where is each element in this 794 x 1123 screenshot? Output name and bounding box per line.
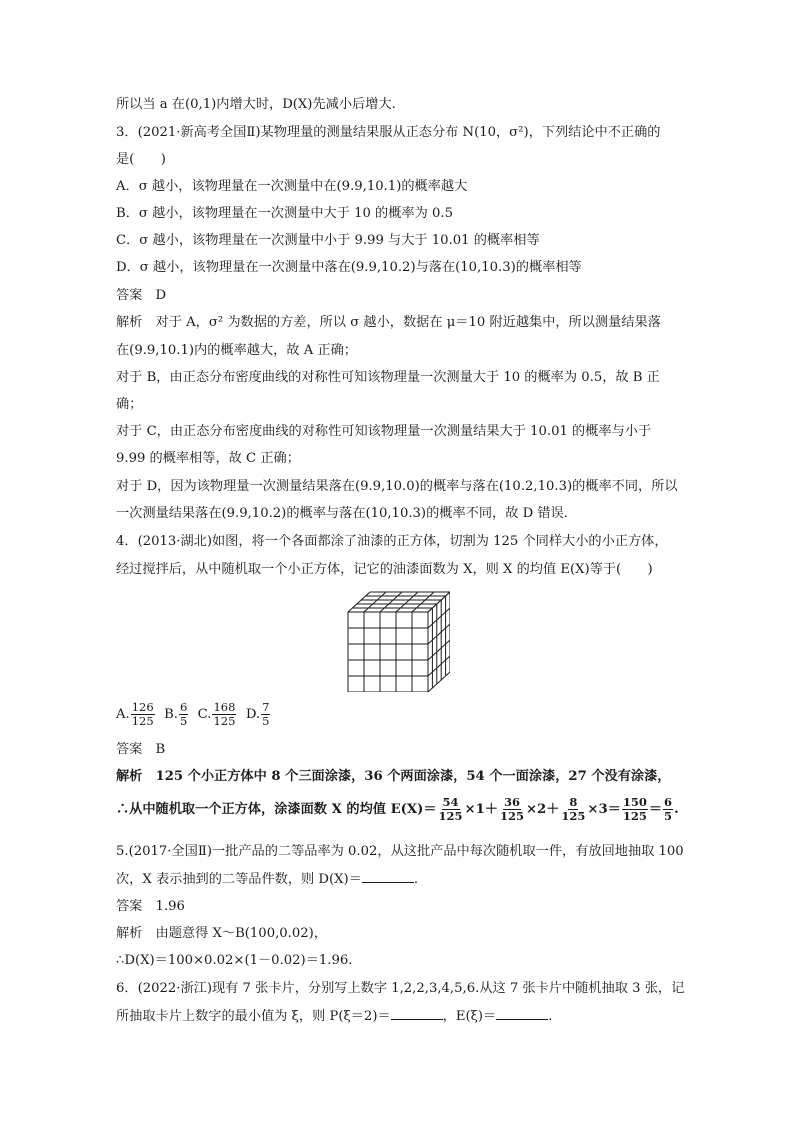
q3-option-b: B．σ 越小，该物理量在一次测量中大于 10 的概率为 0.5 — [116, 206, 453, 221]
q3-explanation-7: 对于 D，因为该物理量一次测量结果落在(9.9,10.0)的概率与落在(10.2,10.3)的概率不同，所以 — [116, 479, 678, 494]
q4-explanation-1: 解析 125 个小正方体中 8 个三面涂漆，36 个两面涂漆，54 个一面涂漆，27 个没有涂漆， — [116, 769, 671, 784]
q5-answer-blank[interactable] — [362, 870, 414, 883]
q5-answer: 答案 1.96 — [116, 899, 185, 914]
q5-stem-2: 次，X 表示抽到的二等品件数，则 D(X)＝ . — [116, 872, 419, 887]
cube-grid-line — [428, 672, 450, 692]
q3-explanation-3: 对于 B，由正态分布密度曲线的对称性可知该物理量一次测量大于 10 的概率为 0.5，故 B 正 — [116, 370, 660, 385]
q4-option-d-label: D. — [245, 707, 261, 722]
q3-stem-1: 3．(2021·新高考全国Ⅱ)某物理量的测量结果服从正态分布 N(10，σ²)，下列结论中不正确的 — [116, 125, 661, 140]
q4-answer: 答案 B — [116, 742, 166, 757]
q3-stem-2: 是( ) — [116, 152, 166, 167]
q3-option-a: A．σ 越小，该物理量在一次测量中在(9.9,10.1)的概率越大 — [116, 179, 468, 194]
q6-stem-1: 6．(2022·浙江)现有 7 张卡片，分别写上数字 1,2,2,3,4,5,6.从这 7 张卡片中随机抽取 3 张，记 — [116, 981, 685, 996]
q4-option-c-value: $\frac{168}{125}$ — [213, 700, 236, 728]
q4-stem-1: 4．(2013·湖北)如图，将一个各面都涂了油漆的正方体，切割为 125 个同样大小的小正方体， — [116, 534, 668, 549]
q6-blank-expectation[interactable] — [496, 1007, 548, 1020]
q6-blank-probability[interactable] — [391, 1007, 443, 1020]
q3-explanation-8: 一次测量结果落在(9.9,10.2)的概率与落在(10,10.3)的概率不同，故 D 错误. — [116, 506, 568, 521]
cube-grid-line — [428, 624, 450, 644]
q6-stem-2: 所抽取卡片上数字的最小值为 ξ，则 P(ξ＝2)＝ ，E(ξ)＝ . — [116, 1009, 553, 1024]
q4-option-b-value: $\frac{6}{5}$ — [179, 700, 188, 728]
q4-options — [116, 700, 271, 730]
q3-explanation-1: 解析 对于 A，σ² 为数据的方差，所以 σ 越小，数据在 μ＝10 附近越集中，所以测量结果落 — [116, 315, 661, 330]
q4-option-d-value: $\frac{7}{5}$ — [262, 700, 270, 728]
q4-option-a-value: $\frac{126}{125}$ — [131, 700, 154, 728]
q4-option-b-label: B. — [164, 707, 178, 722]
q3-option-c: C．σ 越小，该物理量在一次测量中小于 9.99 与大于 10.01 的概率相等 — [116, 233, 540, 248]
q5-explanation-1: 解析 由题意得 X～B(100,0.02)， — [116, 926, 327, 941]
cube-grid-line — [428, 656, 450, 676]
q4-option-c-label: C. — [197, 707, 212, 722]
q3-explanation-4: 确； — [116, 397, 143, 412]
q3-explanation-6: 9.99 的概率相等，故 C 正确； — [116, 451, 300, 466]
q5-stem-1: 5.(2017·全国Ⅱ)一批产品的二等品率为 0.02，从这批产品中每次随机取一件，有放回地抽取 100 — [116, 844, 684, 859]
cube-grid-line — [428, 608, 450, 628]
q5-explanation-2: ∴D(X)＝100×0.02×(1－0.02)＝1.96. — [116, 953, 353, 968]
q3-explanation-5: 对于 C，由正态分布密度曲线的对称性可知该物理量一次测量结果大于 10.01 的概率与小于 — [116, 424, 652, 439]
q4-stem-2: 经过搅拌后，从中随机取一个小正方体，记它的油漆面数为 X，则 X 的均值 E(X)等于( ) — [116, 562, 653, 577]
line-conclusion: 所以当 a 在(0,1)内增大时，D(X)先减小后增大. — [116, 97, 396, 112]
cube-figure — [340, 584, 450, 692]
q4-option-a-label: A. — [116, 707, 130, 722]
q3-answer: 答案 D — [116, 288, 167, 303]
q3-option-d: D．σ 越小，该物理量在一次测量中落在(9.9,10.2)与落在(10,10.3)的概率相等 — [116, 260, 582, 275]
q3-explanation-2: 在(9.9,10.1)内的概率越大，故 A 正确； — [116, 343, 357, 358]
cube-grid-line — [428, 640, 450, 660]
q4-explanation-2: ∴从中随机取一个正方体，涂漆面数 X 的均值 E(X)＝ $\frac{54}{125}$ ×1＋ $\frac{36}{125}$ ×2＋ $\frac{8}{125}$ ×3＝ $\frac{150}{125}$ ＝ $\frac{6}{5}$ . — [116, 795, 679, 823]
